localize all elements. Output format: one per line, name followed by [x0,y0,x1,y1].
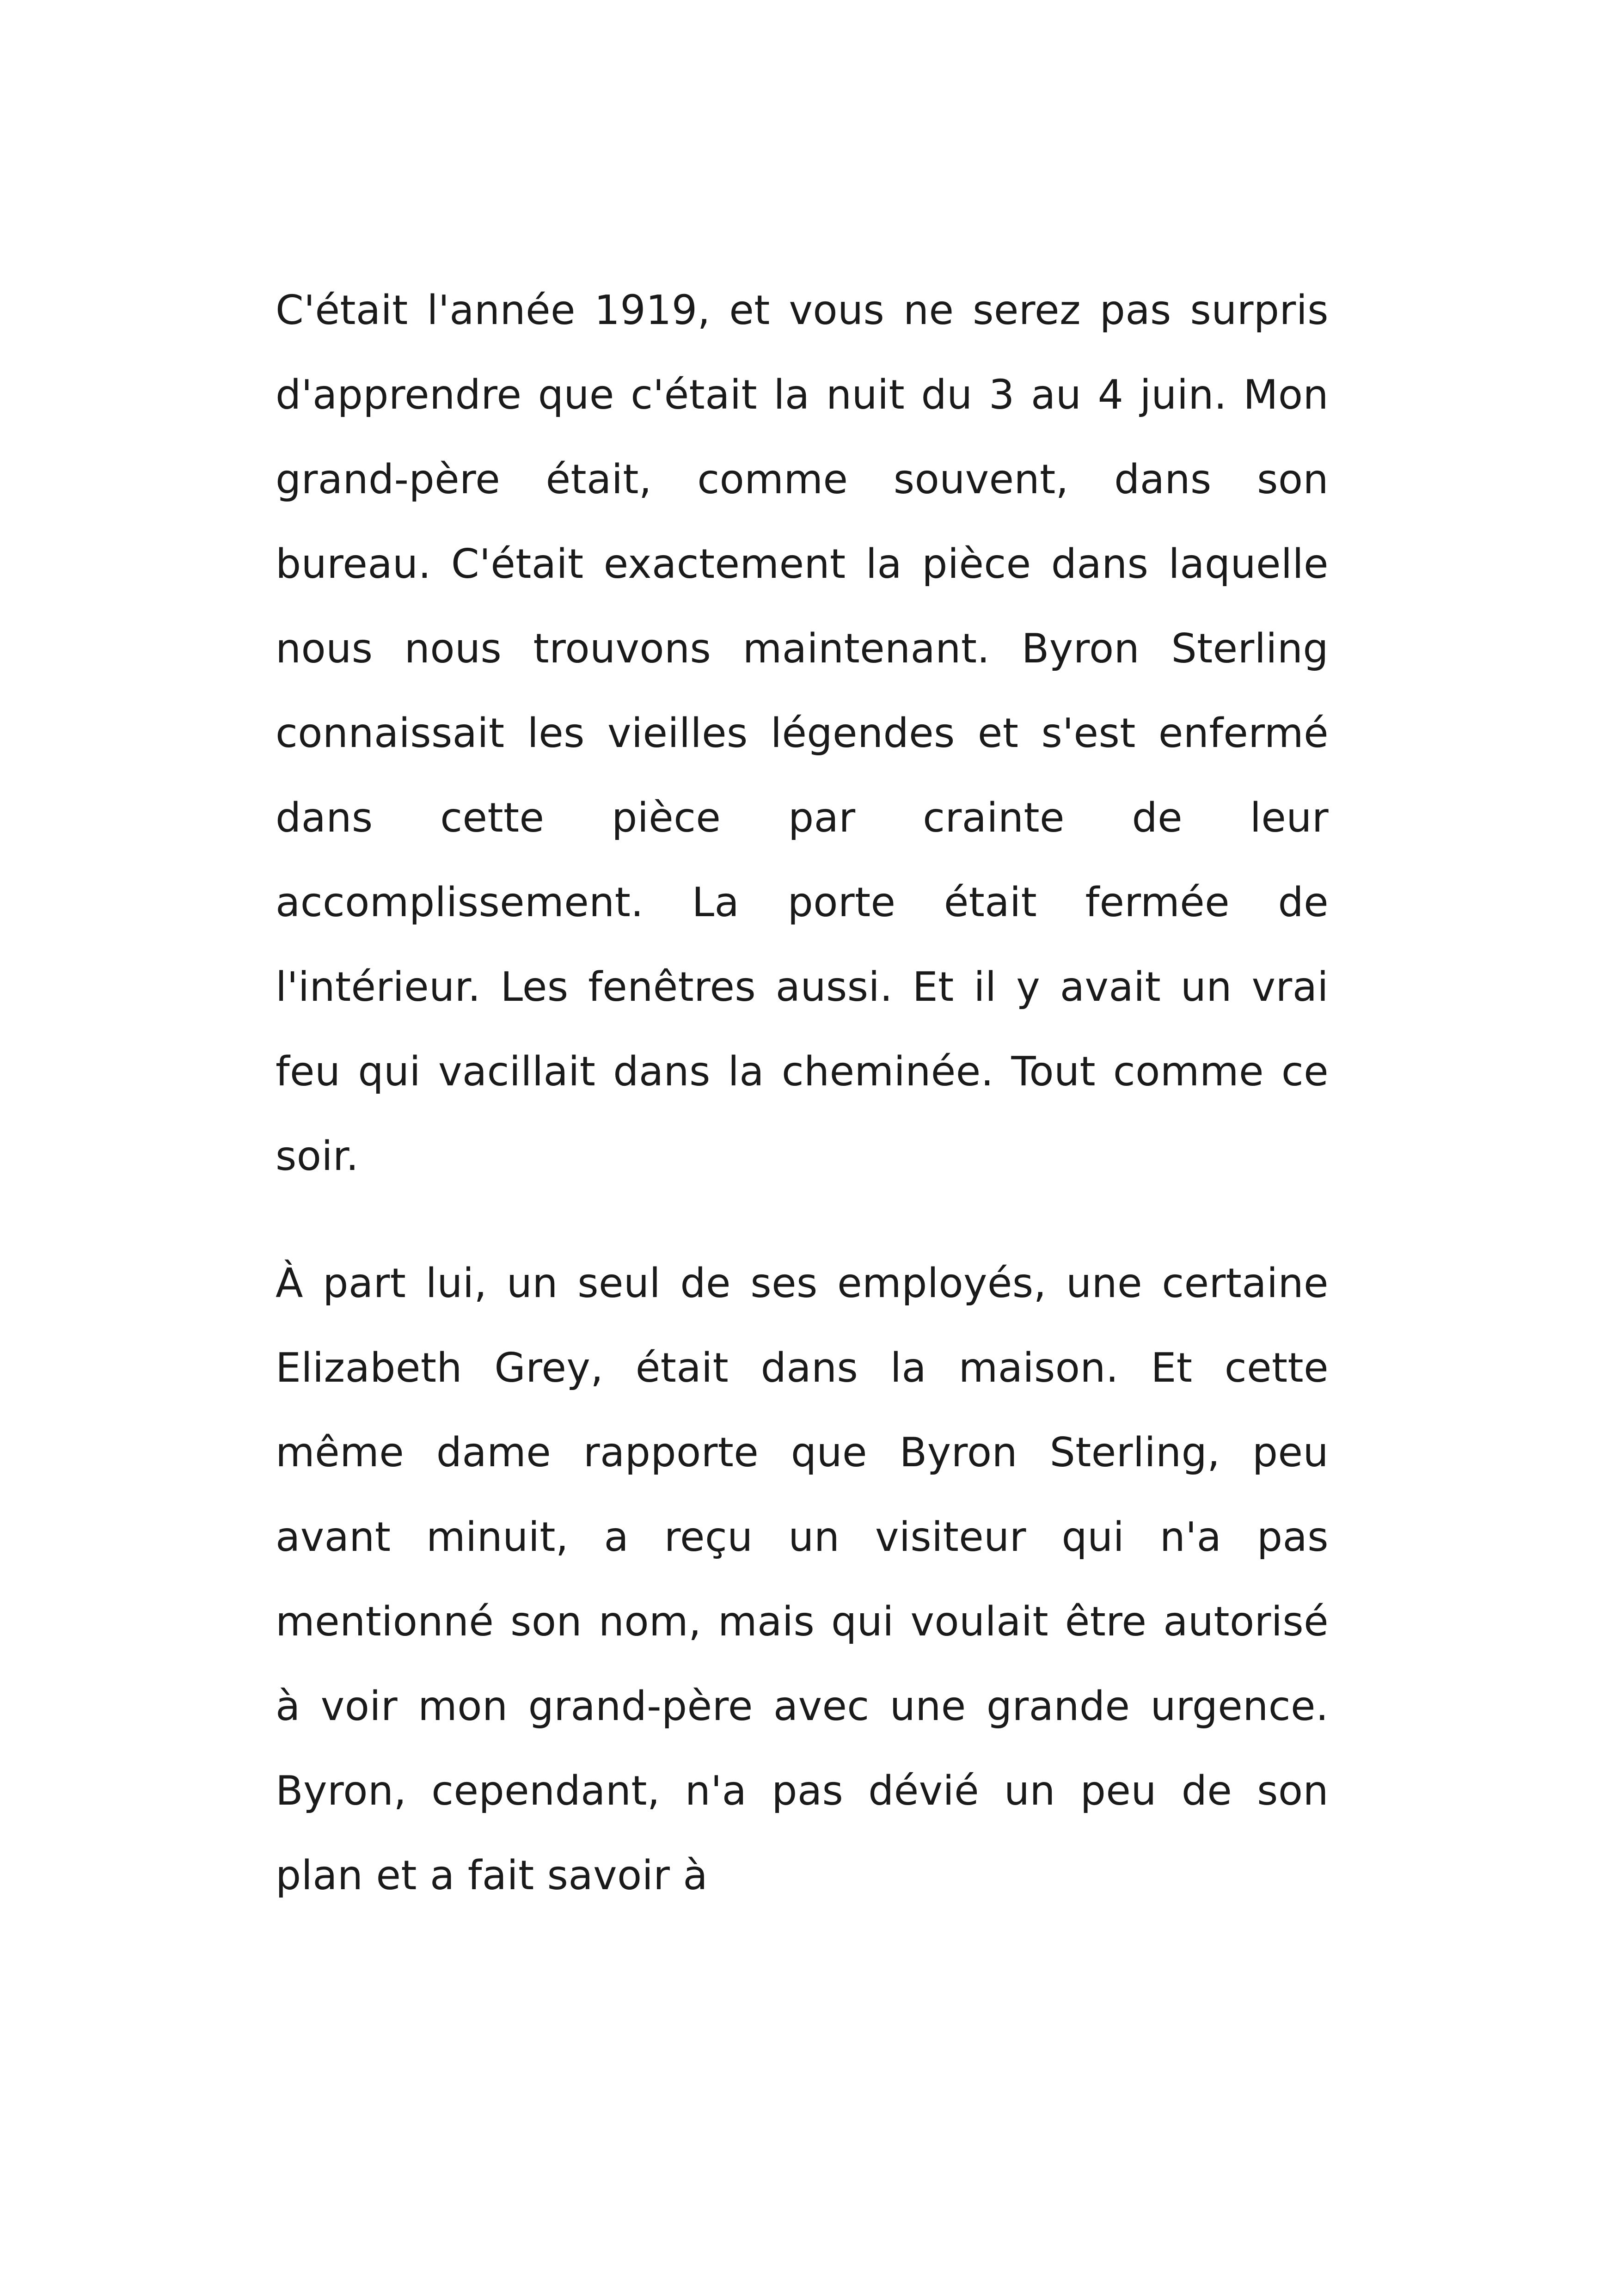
paragraph: C'était l'année 1919, et vous ne serez pas surpris d'apprendre que c'était la nuit du 3 au 4 juin. Mon grand-père était, comme souvent, dans son bureau. C'était exactement la pièce dans laquelle nous nous trouvons maintenant. Byron Sterling connaissait les vieilles légendes et s'est enfermé dans cette pièce par crainte de leur accomplissement. La porte était fermée de l'intérieur. Les fenêtres aussi. Et il y avait un vrai feu qui vacillait dans la cheminée. Tout comme ce soir. [276,287,1329,1180]
paragraph: À part lui, un seul de ses employés, une certaine Elizabeth Grey, était dans la maison. Et cette même dame rapporte que Byron Sterling, peu avant minuit, a reçu un visiteur qui n'a pas mentionné son nom, mais qui voulait être autorisé à voir mon grand-père avec une grande urgence. Byron, cependant, n'a pas dévié un peu de son plan et a fait savoir à [276,1260,1329,1899]
